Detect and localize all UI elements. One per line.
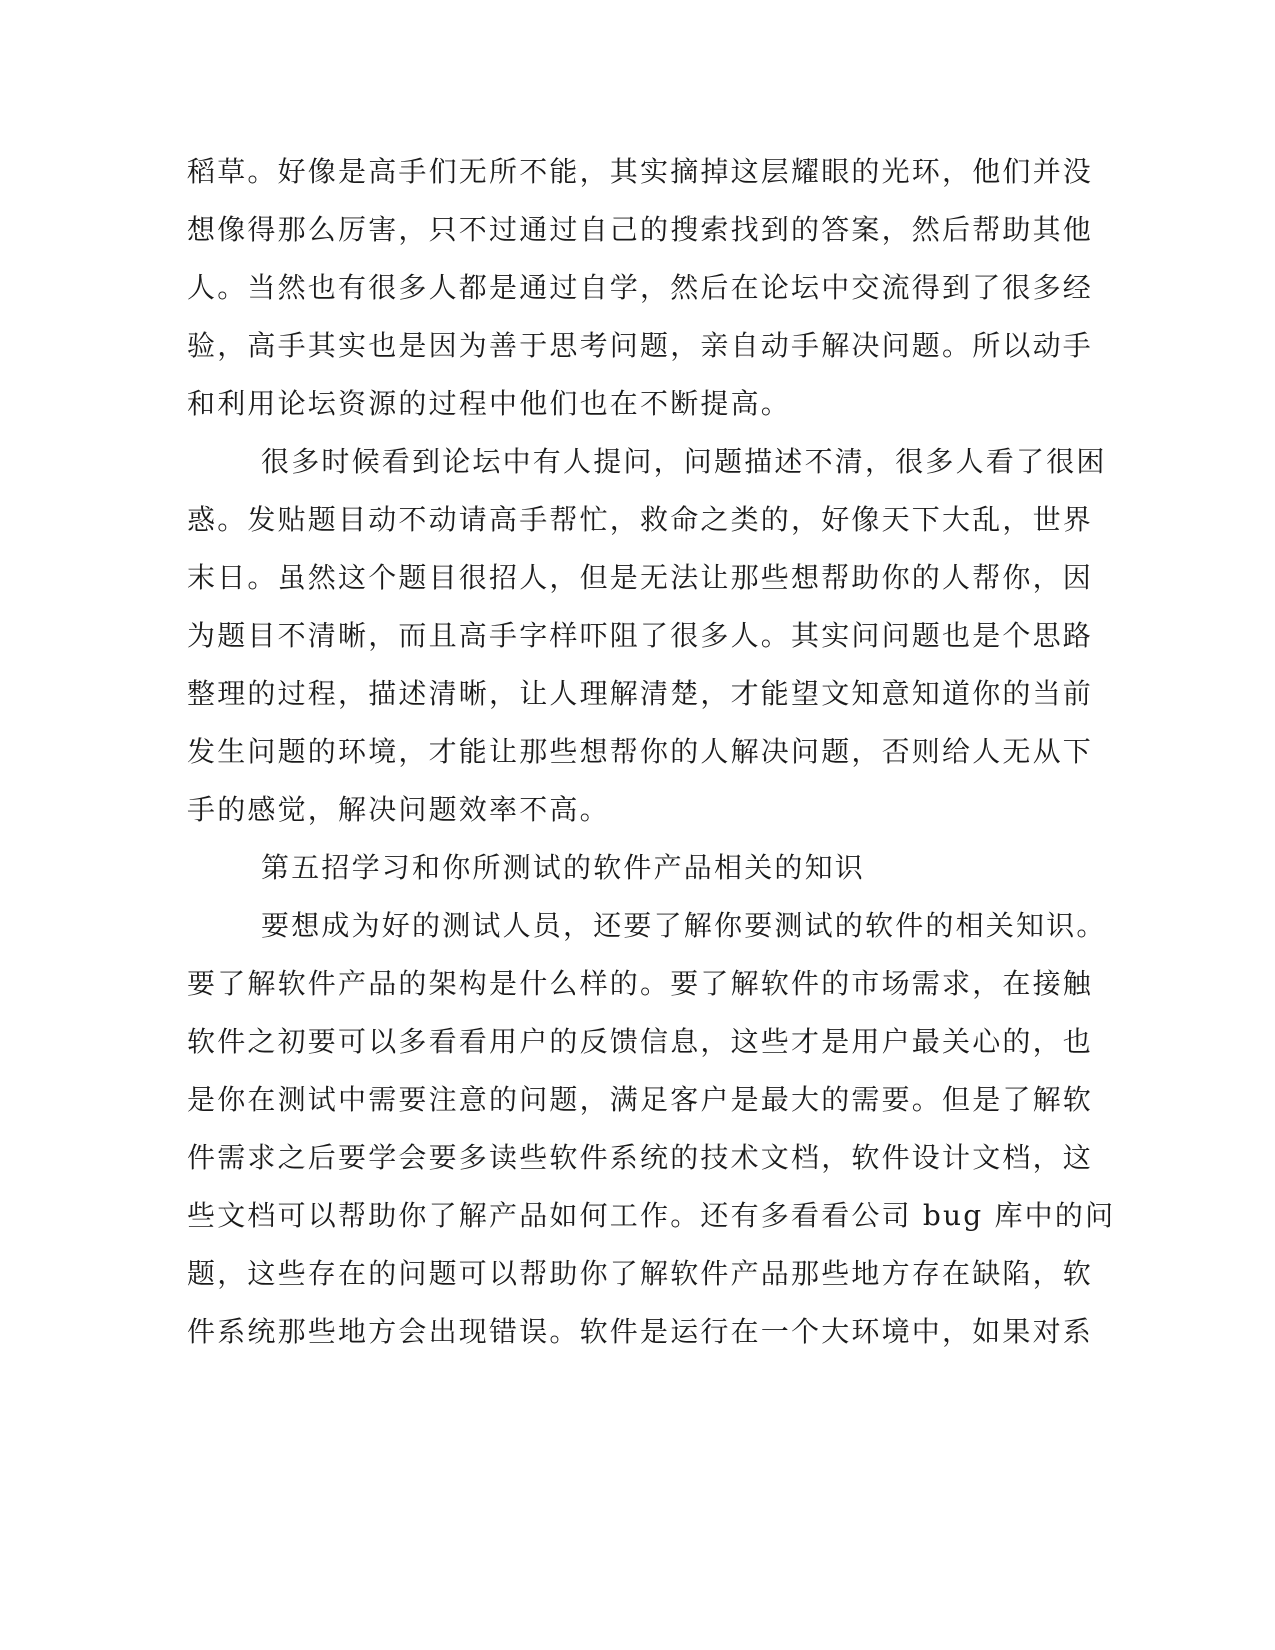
paragraph-line: 发生问题的环境，才能让那些想帮你的人解决问题，否则给人无从下 (187, 735, 1094, 768)
paragraph-line: 验，高手其实也是因为善于思考问题，亲自动手解决问题。所以动手 (187, 329, 1094, 362)
paragraph-line: 末日。虽然这个题目很招人，但是无法让那些想帮助你的人帮你，因 (187, 561, 1094, 594)
paragraph-line: 手的感觉，解决问题效率不高。 (187, 793, 610, 826)
paragraph-line: 为题目不清晰，而且高手字样吓阻了很多人。其实问问题也是个思路 (187, 619, 1094, 652)
paragraph-line: 和利用论坛资源的过程中他们也在不断提高。 (187, 387, 792, 420)
section-heading: 第五招学习和你所测试的软件产品相关的知识 (261, 851, 866, 884)
paragraph-line: 整理的过程，描述清晰，让人理解清楚，才能望文知意知道你的当前 (187, 677, 1094, 710)
paragraph-line: 是你在测试中需要注意的问题，满足客户是最大的需要。但是了解软 (187, 1083, 1094, 1116)
paragraph-line: 稻草。好像是高手们无所不能，其实摘掉这层耀眼的光环，他们并没 (187, 155, 1094, 188)
paragraph-line: 很多时候看到论坛中有人提问，问题描述不清，很多人看了很困 (261, 445, 1107, 478)
paragraph-line: 要了解软件产品的架构是什么样的。要了解软件的市场需求，在接触 (187, 967, 1094, 1000)
paragraph-line: 些文档可以帮助你了解产品如何工作。还有多看看公司 bug 库中的问 (187, 1199, 1116, 1232)
paragraph-line: 惑。发贴题目动不动请高手帮忙，救命之类的，好像天下大乱，世界 (187, 503, 1094, 536)
paragraph-line: 要想成为好的测试人员，还要了解你要测试的软件的相关知识。 (261, 909, 1107, 942)
paragraph-line: 题，这些存在的问题可以帮助你了解软件产品那些地方存在缺陷，软 (187, 1257, 1094, 1290)
paragraph-line: 软件之初要可以多看看用户的反馈信息，这些才是用户最关心的，也 (187, 1025, 1094, 1058)
paragraph-line: 件系统那些地方会出现错误。软件是运行在一个大环境中，如果对系 (187, 1315, 1094, 1348)
paragraph-line: 件需求之后要学会要多读些软件系统的技术文档，软件设计文档，这 (187, 1141, 1094, 1174)
paragraph-line: 想像得那么厉害，只不过通过自己的搜索找到的答案，然后帮助其他 (187, 213, 1094, 246)
paragraph-line: 人。当然也有很多人都是通过自学，然后在论坛中交流得到了很多经 (187, 271, 1094, 304)
